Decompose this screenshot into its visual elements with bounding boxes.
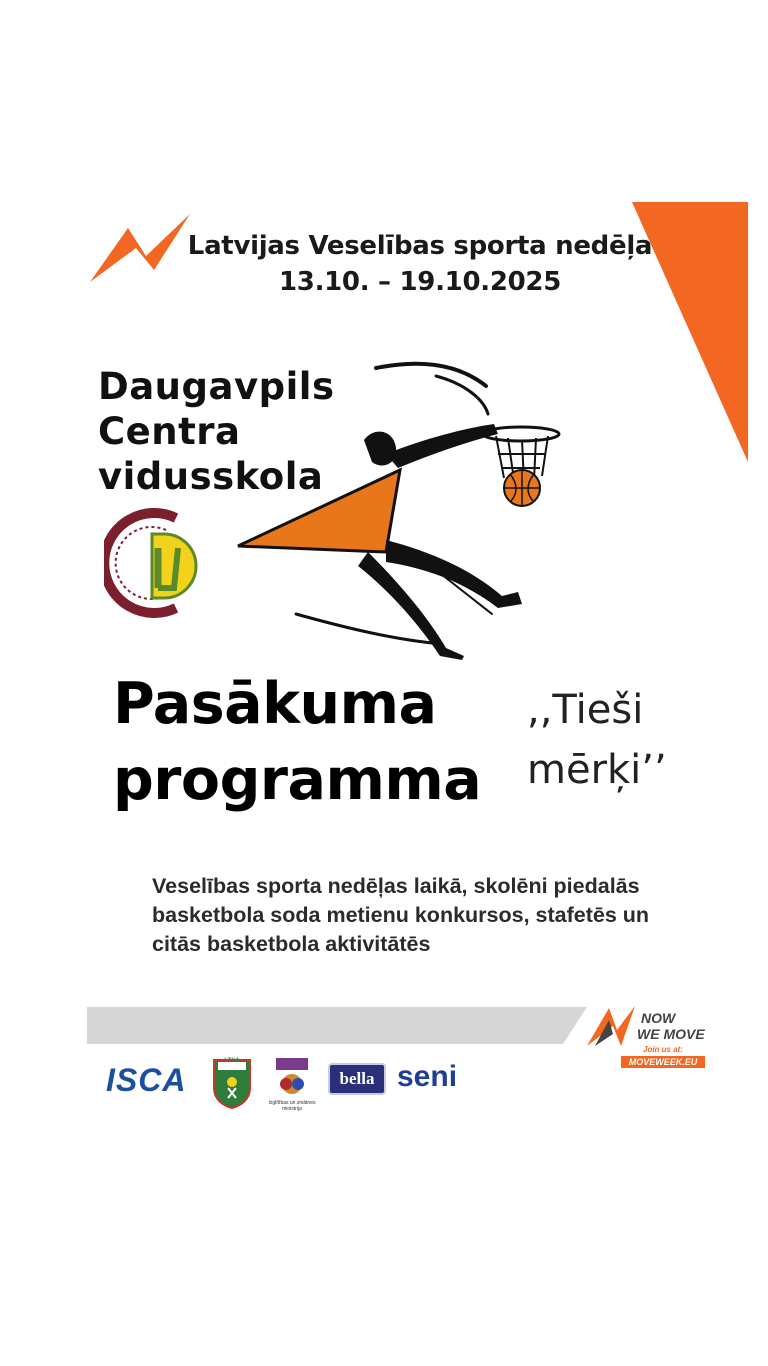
description-line3: citās basketbola aktivitātēs [152, 932, 431, 956]
basketball-player-illustration [236, 356, 566, 662]
now-we-move-logo [585, 1000, 715, 1072]
event-dates: 13.10. – 19.10.2025 [278, 267, 561, 297]
now-we-move-line2: WE MOVE [637, 1026, 705, 1042]
bella-label: bella [339, 1069, 375, 1088]
description-line2: basketbola soda metienu konkursos, stafetēs un [152, 903, 650, 927]
event-title: Latvijas Veselības sporta nedēļa [187, 231, 653, 261]
program-heading-line1: Pasākuma [113, 671, 437, 737]
school-name-line3: vidusskola [98, 455, 324, 498]
motto-line1: ,,Tieši [527, 687, 644, 733]
now-we-move-join: Join us at: [643, 1045, 684, 1054]
school-name-line1: Daugavpils [98, 365, 335, 408]
event-motto [527, 680, 667, 800]
now-we-move-url: MOVEWEEK.EU [621, 1056, 705, 1068]
footer-grey-band [87, 1007, 587, 1044]
event-header [170, 228, 670, 300]
seni-logo [397, 1060, 457, 1094]
ltsa-crest-icon [212, 1058, 252, 1110]
now-we-move-mark-icon [585, 1004, 637, 1048]
event-description [152, 872, 752, 959]
ministry-label: Izglītības un zinātnes ministrija [268, 1100, 316, 1112]
program-heading [113, 666, 481, 818]
ltsa-label: LTSA [224, 1058, 240, 1064]
seni-label: seni [397, 1060, 458, 1093]
motto-line2: mērķi’’ [527, 747, 667, 793]
bella-logo [328, 1063, 386, 1095]
program-heading-line2: programma [113, 747, 482, 813]
isca-logo: ISCA [106, 1062, 187, 1098]
ministry-crest-icon [272, 1058, 312, 1096]
school-logo [104, 508, 214, 618]
school-name-line2: Centra [98, 410, 241, 453]
description-line1: Veselības sporta nedēļas laikā, skolēni piedalās [152, 874, 640, 898]
now-we-move-line1: NOW [641, 1010, 676, 1026]
